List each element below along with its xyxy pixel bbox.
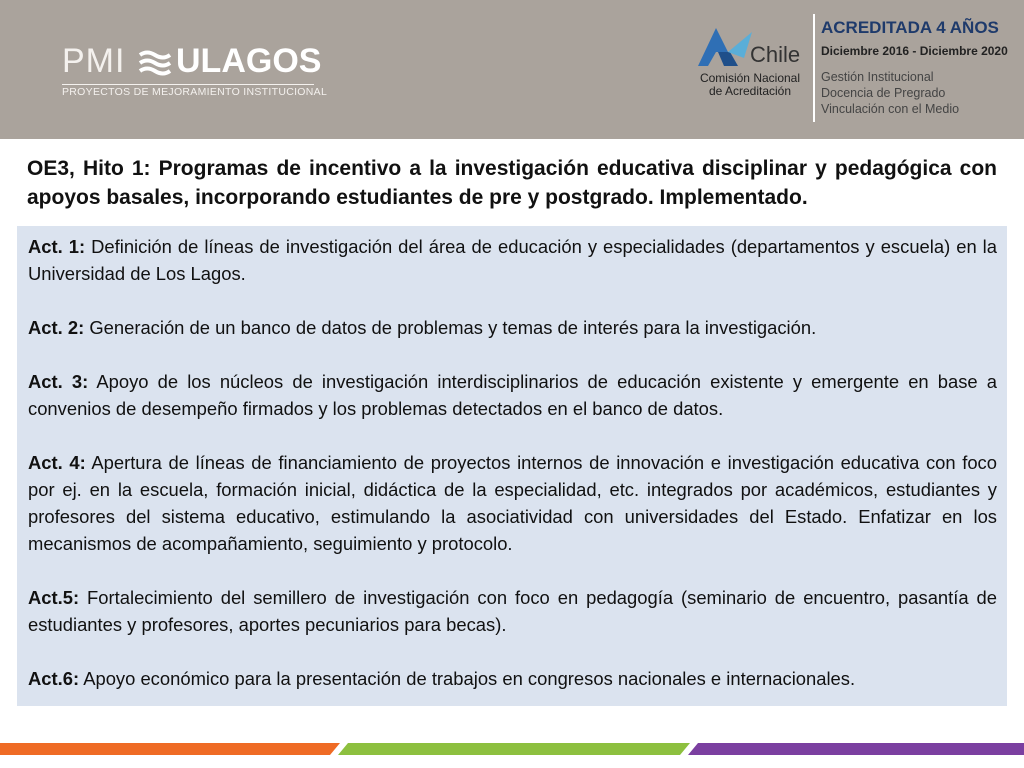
accreditation-areas: [821, 69, 959, 117]
accreditation-area: Gestión Institucional: [821, 70, 934, 84]
footer-stripe-green: [338, 743, 690, 755]
activity-text: Generación de un banco de datos de problemas y temas de interés para la investigación.: [84, 317, 817, 338]
activity-item: [28, 233, 997, 287]
logo-divider: [62, 84, 314, 85]
accreditation-area: Docencia de Pregrado: [821, 86, 946, 100]
activity-item: [28, 665, 997, 692]
activity-label: Act.6:: [28, 668, 80, 689]
pmi-logo-text: PMI: [62, 42, 126, 80]
activities-box: [17, 226, 1007, 706]
activity-text: Definición de líneas de investigación del área de educación y especialidades (departamentos y escuela) en la Universidad de Los Lagos.: [28, 236, 997, 284]
slide-title: OE3, Hito 1: Programas de incentivo a la investigación educativa disciplinar y pedagógica con apoyos basales, incorporando estudiantes de pre y postgrado. Implementado.: [27, 157, 997, 209]
footer-stripe-purple: [688, 743, 1024, 755]
accreditation-panel: [813, 14, 1013, 124]
cna-name-line2: de Acreditación: [708, 84, 792, 98]
activity-label: Act.5:: [28, 587, 80, 608]
accreditation-title: ACREDITADA 4 AÑOS: [821, 18, 999, 37]
activity-item: [28, 449, 997, 557]
activity-item: [28, 368, 997, 422]
cna-name: [694, 72, 806, 98]
footer-stripes: [0, 743, 1024, 755]
accreditation-period: Diciembre 2016 - Diciembre 2020: [821, 44, 1008, 58]
activity-label: Act. 3:: [28, 371, 89, 392]
activity-text: Apoyo de los núcleos de investigación interdisciplinarios de educación existente y emergente en base a convenios de desempeño firmados y los problemas detectados en el banco de datos.: [28, 371, 998, 419]
header-band: [0, 0, 1024, 139]
activity-label: Act. 4:: [28, 452, 86, 473]
activity-item: [28, 314, 997, 341]
waves-icon: [138, 48, 172, 76]
ulagos-logo-text: ULAGOS: [176, 42, 322, 80]
activity-text: Apoyo económico para la presentación de trabajos en congresos nacionales e internacionales.: [79, 668, 856, 689]
activity-label: Act. 2:: [28, 317, 85, 338]
cna-chile-text: Chile: [750, 42, 801, 67]
footer-stripe-orange: [0, 743, 340, 755]
activity-item: [28, 584, 997, 638]
cna-chile-logo: [694, 22, 806, 102]
activity-text: Apertura de líneas de financiamiento de proyectos internos de innovación e investigación educativa con foco por ej. en la escuela, formación inicial, didáctica de la especialidad, etc. integrados por académicos, estudiantes y profesores del sistema educativo, estimulando la asociatividad con universidades del Estado. Enfatizar en los mecanismos de acompañamiento, seguimiento y protocolo.: [28, 452, 997, 554]
activity-label: Act. 1:: [28, 236, 86, 257]
accreditation-divider: [813, 14, 815, 122]
cna-name-line1: Comisión Nacional: [699, 71, 801, 85]
accreditation-area: Vinculación con el Medio: [821, 102, 960, 116]
pmi-ulagos-logo: [62, 42, 328, 112]
pmi-logo-subtitle: PROYECTOS DE MEJORAMIENTO INSTITUCIONAL: [62, 86, 328, 98]
activity-text: Fortalecimiento del semillero de investigación con foco en pedagogía (seminario de encuentro, pasantía de estudiantes y profesores, aportes pecuniarios para becas).: [28, 587, 997, 635]
